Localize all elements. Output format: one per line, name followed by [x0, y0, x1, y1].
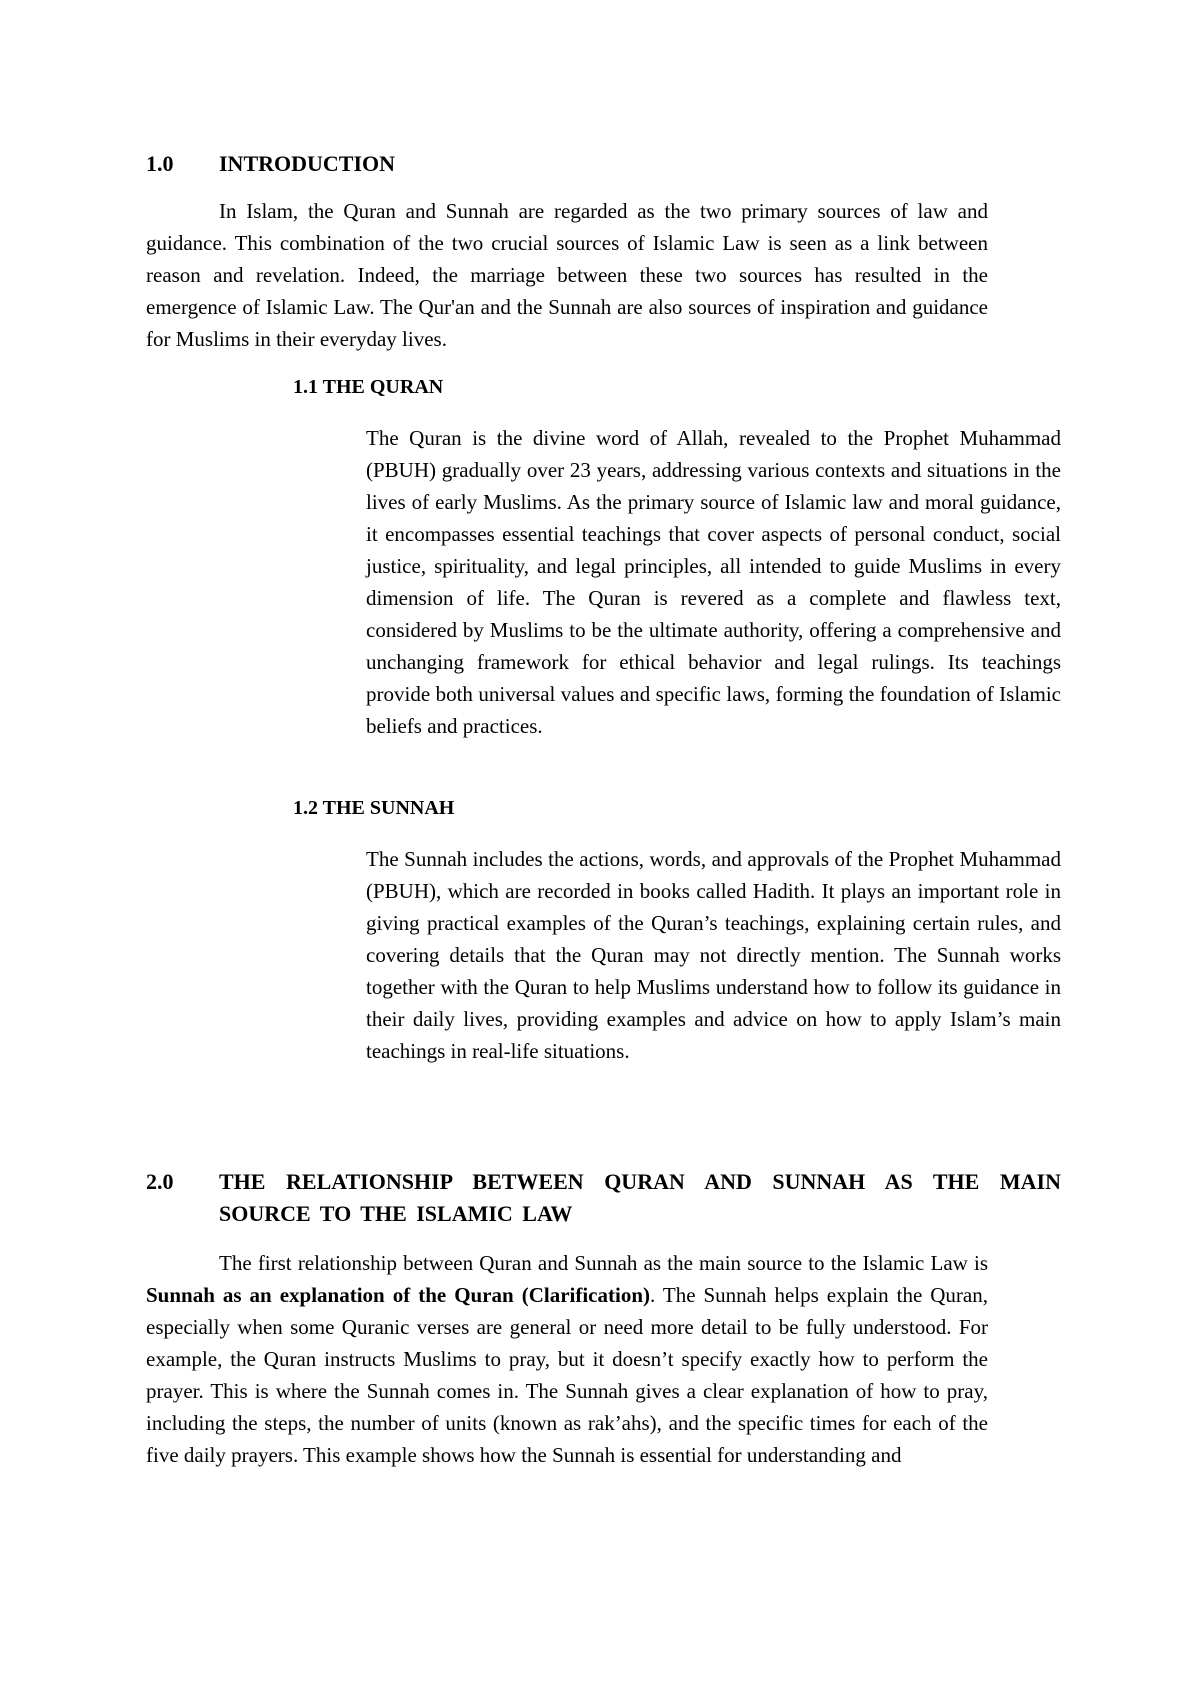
- subsection-heading-quran: 1.1 THE QURAN: [293, 376, 444, 398]
- quran-paragraph: The Quran is the divine word of Allah, revealed to the Prophet Muhammad (PBUH) gradually over 23 years, addressing various contexts and situations in the lives of early Muslims. As the primary source of Islamic law and moral guidance, it encompasses essential teachings that cover aspects of personal conduct, social justice, spirituality, and legal principles, all intended to guide Muslims in every dimension of life. The Quran is revered as a complete and flawless text, considered by Muslims to be the ultimate authority, offering a comprehensive and unchanging framework for ethical behavior and legal rulings. Its teachings provide both universal values and specific laws, forming the foundation of Islamic beliefs and practices.: [366, 426, 1061, 738]
- section-heading-relationship: [146, 1166, 1061, 1236]
- section-number: 1.0: [146, 151, 174, 176]
- section-title: INTRODUCTION: [219, 151, 396, 176]
- section-title: THE RELATIONSHIP BETWEEN QURAN AND SUNNAH AS THE MAIN SOURCE TO THE ISLAMIC LAW: [219, 1169, 1061, 1226]
- relationship-bold-term: Sunnah as an explanation of the Quran (Clarification): [146, 1283, 650, 1307]
- introduction-paragraph: In Islam, the Quran and Sunnah are regarded as the two primary sources of law and guidance. This combination of the two crucial sources of Islamic Law is seen as a link between reason and revelation. Indeed, the marriage between these two sources has resulted in the emergence of Islamic Law. The Qur'an and the Sunnah are also sources of inspiration and guidance for Muslims in their everyday lives.: [146, 199, 988, 351]
- section-number: 2.0: [146, 1169, 174, 1194]
- sunnah-paragraph: The Sunnah includes the actions, words, and approvals of the Prophet Muhammad (PBUH), which are recorded in books called Hadith. It plays an important role in giving practical examples of the Quran’s teachings, explaining certain rules, and covering details that the Quran may not directly mention. The Sunnah works together with the Quran to help Muslims understand how to follow its guidance in their daily lives, providing examples and advice on how to apply Islam’s main teachings in real-life situations.: [366, 847, 1061, 1063]
- relationship-text-start: The first relationship between Quran and Sunnah as the main source to the Islamic Law is: [219, 1251, 988, 1275]
- relationship-paragraph: [146, 1247, 988, 1471]
- relationship-text-end: . The Sunnah helps explain the Quran, especially when some Quranic verses are general or need more detail to be fully understood. For example, the Quran instructs Muslims to pray, but it doesn’t specify exactly how to perform the prayer. This is where the Sunnah comes in. The Sunnah gives a clear explanation of how to pray, including the steps, the number of units (known as rak’ahs), and the specific times for each of the five daily prayers. This example shows how the Sunnah is essential for understanding and: [146, 1283, 988, 1467]
- subsection-heading-sunnah: 1.2 THE SUNNAH: [293, 797, 455, 819]
